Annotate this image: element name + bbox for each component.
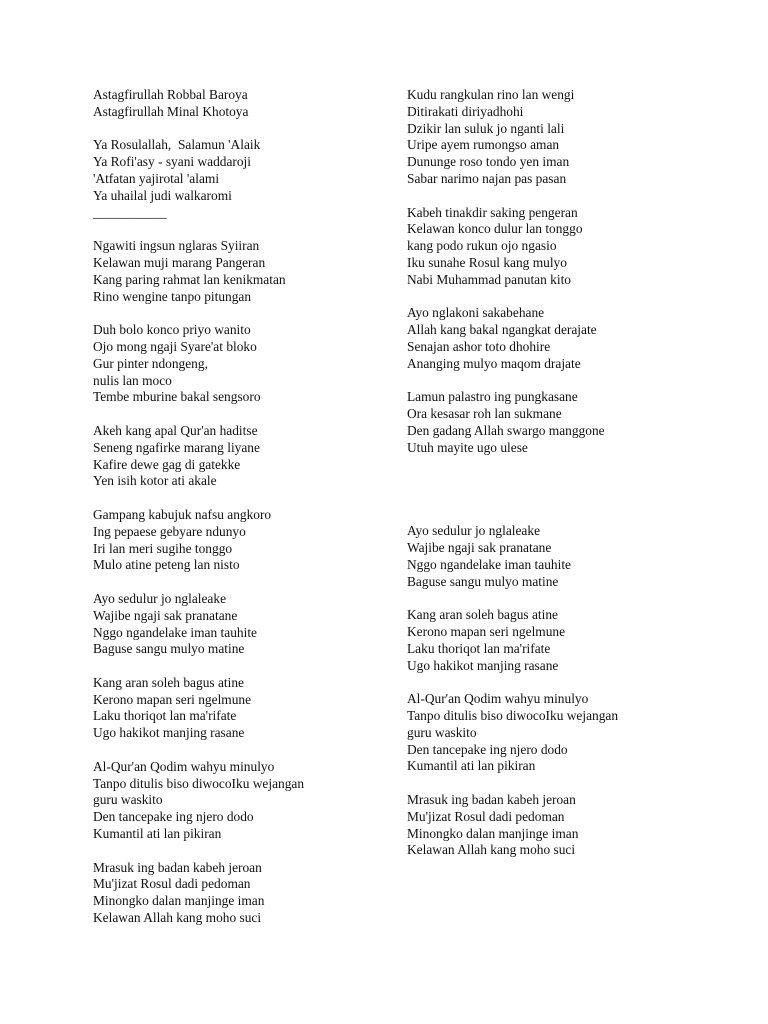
stanza: [93, 137, 383, 221]
lyric-line: nulis lan moco: [93, 372, 172, 388]
lyric-line: kang podo rukun ojo ngasio: [407, 238, 557, 254]
lyric-line: Yen isih kotor ati akale: [93, 473, 217, 489]
lyric-line: Nggo ngandelake iman tauhite: [93, 624, 257, 640]
lyric-line: Lamun palastro ing pungkasane: [407, 389, 578, 405]
lyric-line: Den tancepake ing njero dodo: [93, 809, 254, 825]
lyric-line: Ing pepaese gebyare ndunyo: [93, 523, 246, 539]
lyric-line: Laku thoriqot lan ma'rifate: [93, 708, 237, 724]
lyric-line: Kerono mapan seri ngelmune: [93, 691, 252, 707]
lyric-line: Minongko dalan manjinge iman: [407, 825, 579, 841]
lyric-line: Iku sunahe Rosul kang mulyo: [407, 254, 567, 270]
lyric-line: Ditirakati diriyadhohi: [407, 103, 524, 119]
stanza: [93, 759, 383, 843]
stanza: [407, 87, 707, 188]
lyric-line: Kang aran soleh bagus atine: [407, 607, 558, 623]
lyric-line: Kerono mapan seri ngelmune: [407, 624, 566, 640]
lyric-line: Kumantil ati lan pikiran: [407, 758, 536, 774]
lyric-line: Ugo hakikot manjing rasane: [407, 657, 559, 673]
lyric-line: Ya Rosulallah, Salamun 'Alaik: [93, 137, 261, 153]
lyric-line: ___________: [93, 204, 167, 220]
stanza: [407, 389, 707, 456]
stanza: [93, 675, 383, 742]
lyric-line: Ayo sedulur jo nglaleake: [93, 590, 227, 606]
lyric-line: Kelawan Allah kang moho suci: [93, 910, 262, 926]
lyric-line: Mu'jizat Rosul dadi pedoman: [93, 876, 251, 892]
lyric-line: Baguse sangu mulyo matine: [407, 573, 559, 589]
lyric-line: Uripe ayem rumongso aman: [407, 137, 560, 153]
lyric-line: Kelawan muji marang Pangeran: [93, 254, 266, 270]
lyric-line: Ananging mulyo maqom drajate: [407, 355, 581, 371]
lyric-line: Mrasuk ing badan kabeh jeroan: [407, 792, 576, 808]
lyric-line: Kelawan konco dulur lan tonggo: [407, 221, 583, 237]
lyric-line: Ora kesasar roh lan sukmane: [407, 406, 562, 422]
lyric-line: Wajibe ngaji sak pranatane: [407, 540, 552, 556]
lyric-line: Akeh kang apal Qur'an haditse: [93, 422, 258, 438]
lyric-line: Al-Qur'an Qodim wahyu minulyo: [93, 758, 275, 774]
lyric-line: Ya uhailal judi walkaromi: [93, 187, 232, 203]
stanza: [93, 423, 383, 490]
lyric-line: Baguse sangu mulyo matine: [93, 641, 245, 657]
lyric-line: Tanpo ditulis biso diwocoIku wejangan: [93, 775, 305, 791]
lyric-line: Iri lan meri sugihe tonggo: [93, 540, 233, 556]
stanza: [407, 305, 707, 372]
lyric-line: Seneng ngafirke marang liyane: [93, 439, 260, 455]
lyric-line: Kumantil ati lan pikiran: [93, 826, 222, 842]
lyric-line: Utuh mayite ugo ulese: [407, 439, 528, 455]
lyric-line: Laku thoriqot lan ma'rifate: [407, 640, 551, 656]
stanza: [93, 591, 383, 658]
lyric-line: Kang aran soleh bagus atine: [93, 674, 244, 690]
lyric-line: Kabeh tinakdir saking pengeran: [407, 204, 578, 220]
stanza: [93, 87, 383, 121]
lyric-line: Allah kang bakal ngangkat derajate: [407, 322, 597, 338]
lyric-line: Den tancepake ing njero dodo: [407, 741, 568, 757]
left-column: [93, 87, 383, 944]
lyric-line: Nabi Muhammad panutan kito: [407, 271, 572, 287]
lyric-line: Al-Qur'an Qodim wahyu minulyo: [407, 691, 589, 707]
stanza: [407, 607, 707, 674]
lyric-line: Tembe mburine bakal sengsoro: [93, 389, 261, 405]
lyric-line: 'Atfatan yajirotal 'alami: [93, 170, 220, 186]
stanza: [93, 322, 383, 406]
lyric-line: guru waskito: [407, 724, 477, 740]
stanza: [407, 523, 707, 590]
lyric-line: Gampang kabujuk nafsu angkoro: [93, 506, 272, 522]
lyric-line: Duh bolo konco priyo wanito: [93, 322, 251, 338]
lyric-line: Wajibe ngaji sak pranatane: [93, 607, 238, 623]
lyric-line: Rino wengine tanpo pitungan: [93, 288, 252, 304]
lyric-line: Sabar narimo najan pas pasan: [407, 170, 567, 186]
lyric-line: Kelawan Allah kang moho suci: [407, 842, 576, 858]
lyric-line: Ojo mong ngaji Syare'at bloko: [93, 338, 257, 354]
lyric-line: guru waskito: [93, 792, 163, 808]
stanza: [93, 860, 383, 927]
lyric-line: Ayo nglakoni sakabehane: [407, 305, 545, 321]
lyric-line: Mrasuk ing badan kabeh jeroan: [93, 859, 262, 875]
lyric-line: Dununge roso tondo yen iman: [407, 154, 570, 170]
lyric-line: Nggo ngandelake iman tauhite: [407, 556, 571, 572]
lyric-line: Kang paring rahmat lan kenikmatan: [93, 271, 286, 287]
lyric-line: Mu'jizat Rosul dadi pedoman: [407, 808, 565, 824]
lyric-line: Dzikir lan suluk jo nganti lali: [407, 120, 565, 136]
lyric-line: Kudu rangkulan rino lan wengi: [407, 87, 575, 102]
lyric-line: Den gadang Allah swargo manggone: [407, 422, 605, 438]
lyric-line: Ugo hakikot manjing rasane: [93, 725, 245, 741]
stanza: [407, 691, 707, 775]
stanza: [93, 238, 383, 305]
spacer: [407, 473, 707, 523]
lyric-line: Mulo atine peteng lan nisto: [93, 557, 240, 573]
stanza: [407, 792, 707, 859]
lyric-line: Tanpo ditulis biso diwocoIku wejangan: [407, 708, 619, 724]
lyric-line: Ya Rofi'asy - syani waddaroji: [93, 154, 251, 170]
stanza: [407, 205, 707, 289]
lyric-line: Astagfirullah Robbal Baroya: [93, 87, 248, 102]
lyric-line: Kafire dewe gag di gatekke: [93, 456, 241, 472]
lyric-line: Ngawiti ingsun nglaras Syiiran: [93, 238, 260, 254]
lyric-line: Senajan ashor toto dhohire: [407, 338, 551, 354]
lyric-line: Ayo sedulur jo nglaleake: [407, 523, 541, 539]
lyric-line: Minongko dalan manjinge iman: [93, 893, 265, 909]
lyric-line: Astagfirullah Minal Khotoya: [93, 103, 249, 119]
stanza: [93, 507, 383, 574]
lyric-line: Gur pinter ndongeng,: [93, 355, 208, 371]
right-column: [407, 87, 707, 876]
